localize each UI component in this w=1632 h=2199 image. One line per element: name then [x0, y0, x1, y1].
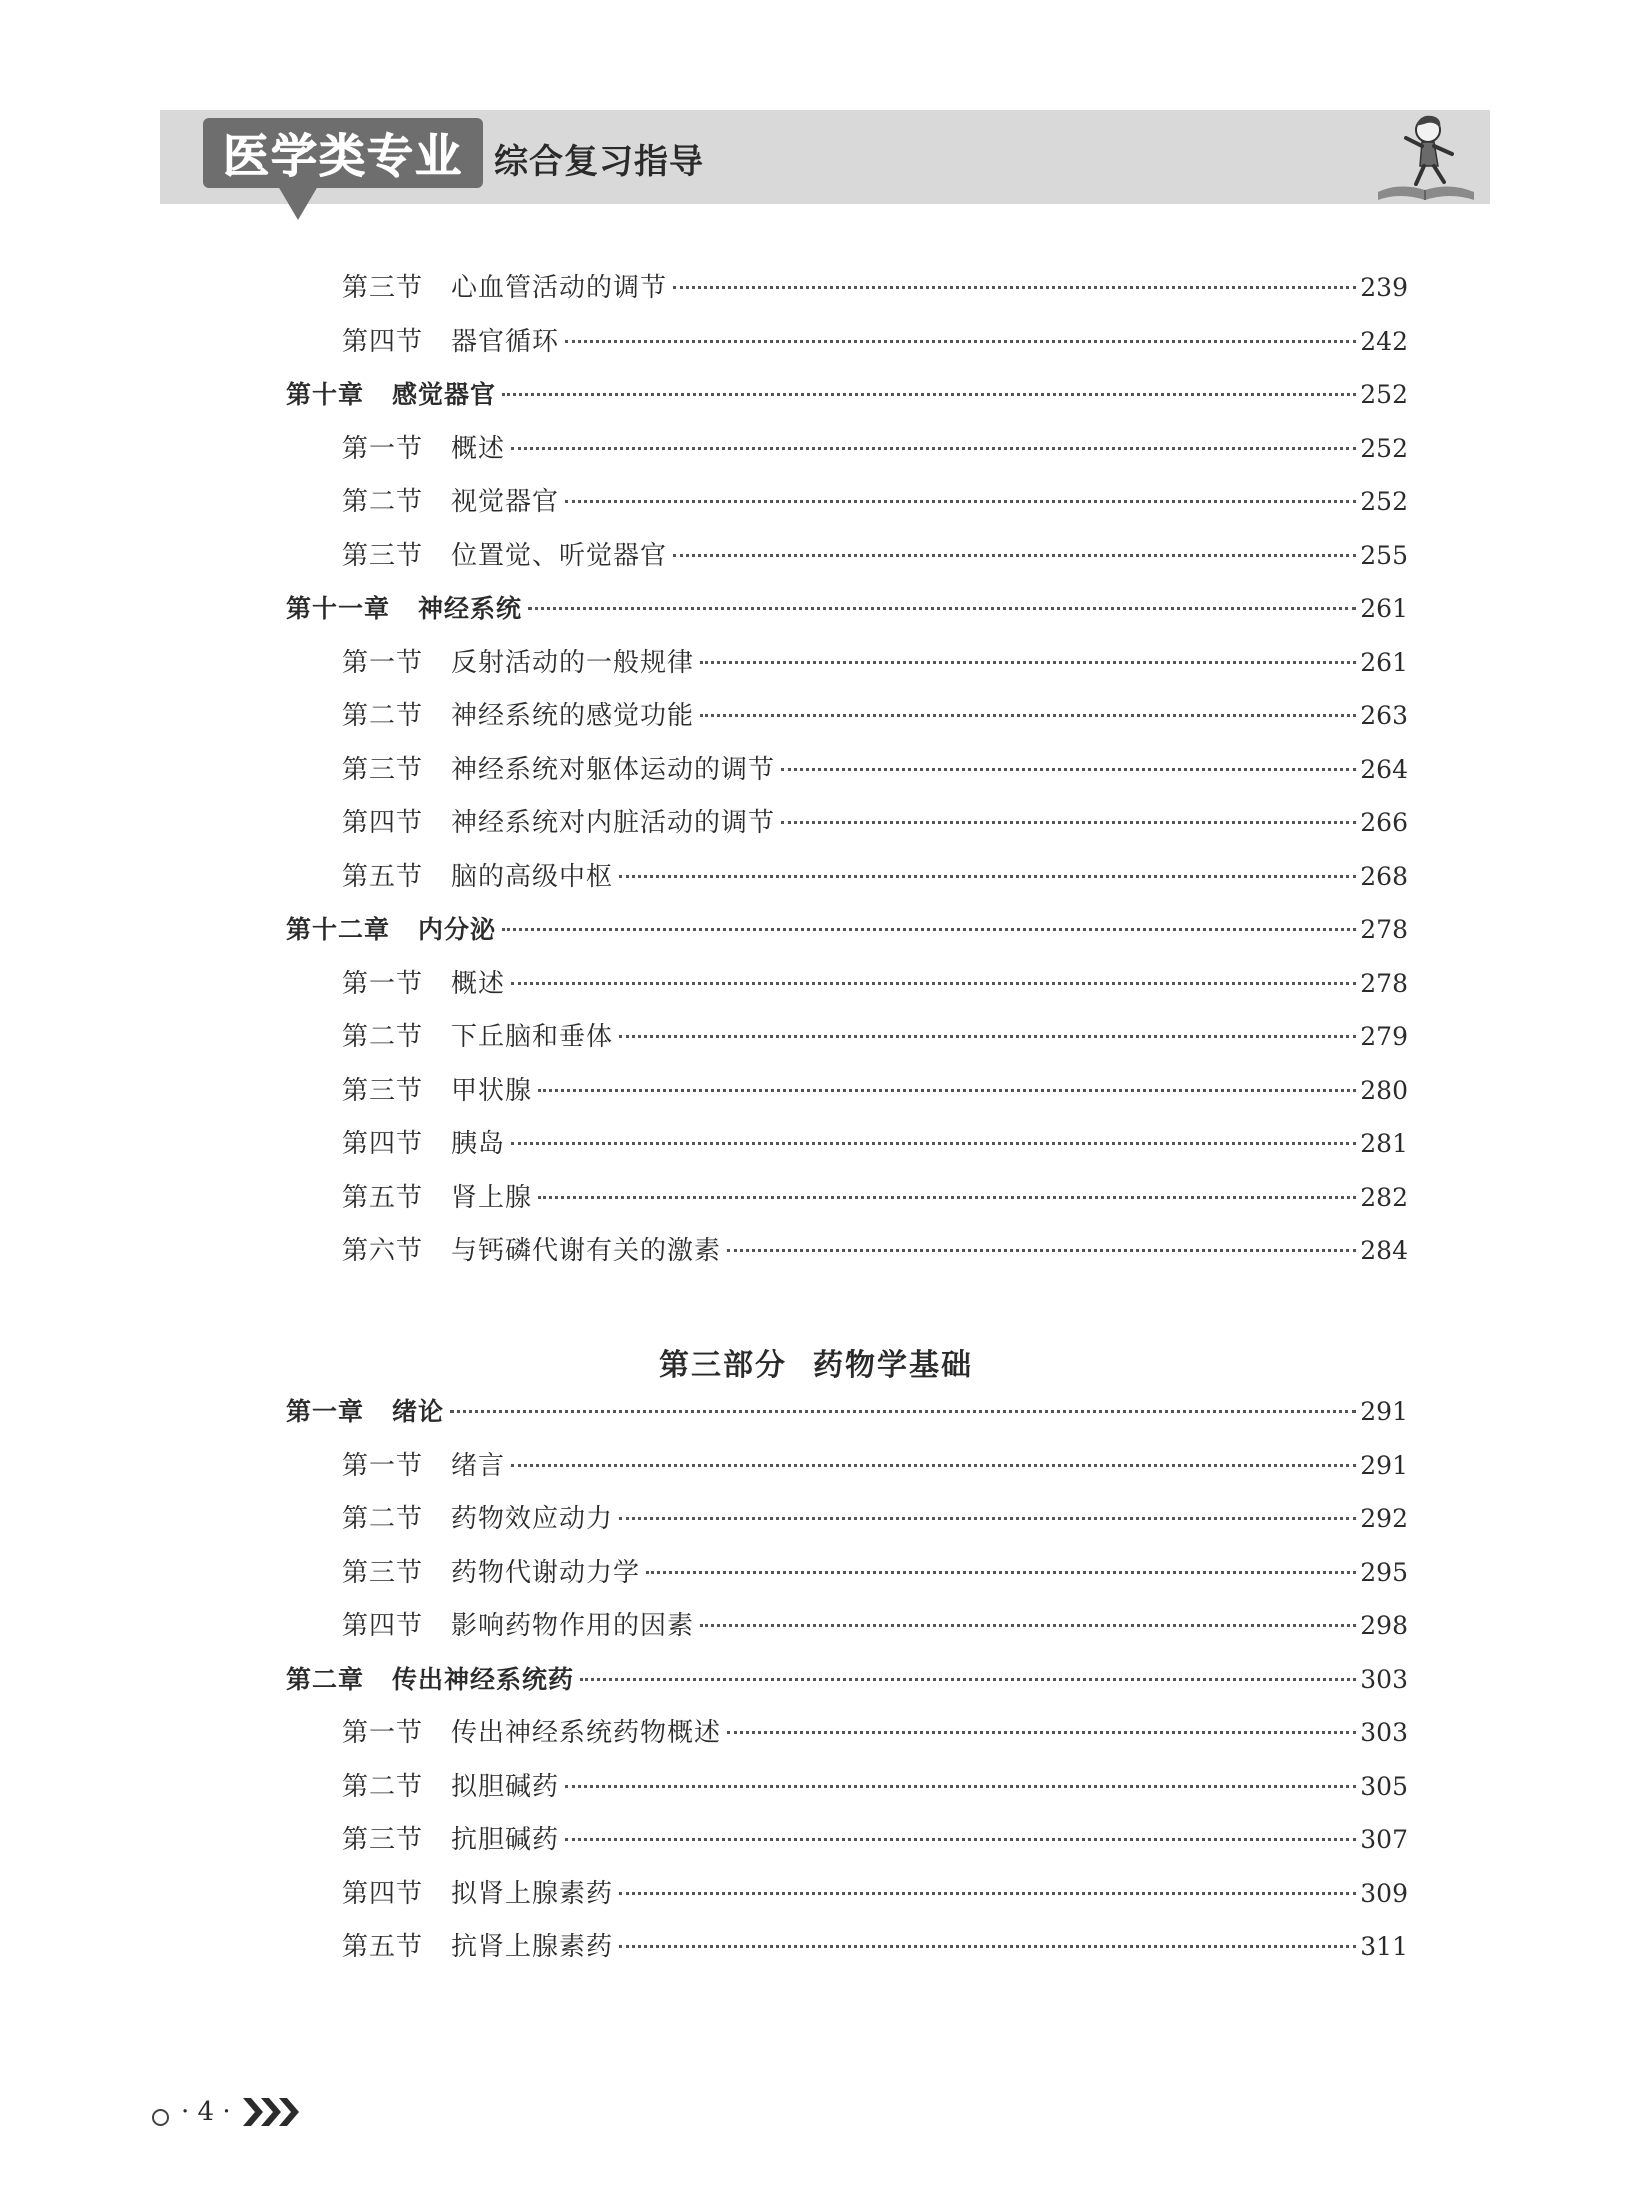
- toc-entry-page: 255: [1360, 540, 1408, 570]
- toc-entry-label: 第一章: [286, 1397, 365, 1426]
- toc-section-row: [342, 429, 1408, 469]
- toc-section-row: [342, 857, 1408, 897]
- toc-entry-title: 下丘脑和垂体: [451, 1022, 614, 1052]
- toc-section-row: [342, 1820, 1408, 1860]
- toc-entry-label: 第十一章: [286, 594, 391, 623]
- toc-entry-title: 反射活动的一般规律: [451, 647, 695, 678]
- toc-entry-label: 第一节: [342, 647, 424, 678]
- toc-entry-title: 影响药物作用的因素: [451, 1611, 695, 1641]
- triple-chevron-right-icon: [241, 2095, 305, 2129]
- brand-pointer: [278, 186, 318, 220]
- toc-section-row: [342, 1231, 1408, 1271]
- toc-entry-label: 第四节: [342, 808, 424, 838]
- toc-entry-title: 拟肾上腺素药: [451, 1878, 614, 1909]
- toc-entry-label: 第五节: [342, 1932, 424, 1962]
- part-heading-label: 第三部分: [659, 1348, 787, 1383]
- toc-entry-title: 绪言: [451, 1450, 506, 1481]
- toc-chapter-row: [286, 1392, 1408, 1432]
- toc-entry-title: 胰岛: [451, 1129, 506, 1159]
- circle-icon: [152, 2109, 169, 2126]
- toc-leader-dots: [565, 1775, 1356, 1788]
- toc-leader-dots: [619, 865, 1356, 878]
- toc-entry-page: 311: [1360, 1932, 1408, 1961]
- toc-leader-dots: [619, 1935, 1356, 1948]
- toc-entry-label: 第一节: [342, 968, 424, 999]
- part-heading-title: 药物学基础: [813, 1348, 973, 1383]
- toc-entry-label: 第一节: [342, 1718, 424, 1748]
- toc-entry-page: 239: [1360, 273, 1408, 302]
- toc-leader-dots: [565, 1828, 1356, 1841]
- toc-entry-label: 第四节: [342, 1878, 424, 1909]
- toc-leader-dots: [565, 330, 1356, 343]
- page-number: · 4 ·: [181, 2097, 231, 2127]
- toc-section-row: [342, 750, 1408, 790]
- toc-entry-title: 甲状腺: [451, 1075, 533, 1106]
- toc-entry-page: 298: [1360, 1611, 1408, 1640]
- toc-entry-label: 第三节: [342, 754, 424, 785]
- toc-entry-title: 神经系统的感觉功能: [451, 701, 695, 731]
- toc-entry-label: 第二节: [342, 1022, 424, 1052]
- toc-leader-dots: [538, 1186, 1356, 1199]
- toc-entry-title: 拟胆碱药: [451, 1771, 560, 1802]
- toc-entry-page: 278: [1360, 915, 1408, 944]
- toc-leader-dots: [673, 544, 1356, 557]
- toc-entry-page: 284: [1360, 1236, 1408, 1265]
- toc-entry-title: 神经系统对躯体运动的调节: [451, 754, 776, 785]
- toc-entry-label: 第十二章: [286, 915, 391, 944]
- toc-entry-page: 295: [1360, 1557, 1408, 1587]
- toc-entry-label: 第三节: [342, 273, 424, 303]
- toc-entry-page: 303: [1360, 1664, 1408, 1694]
- toc-leader-dots: [619, 1025, 1356, 1038]
- toc-section-row: [342, 1178, 1408, 1218]
- toc-chapter-row: [286, 375, 1408, 415]
- toc-section-row: [342, 1713, 1408, 1753]
- toc-entry-title: 脑的高级中枢: [451, 861, 614, 892]
- toc-section-row: [342, 1499, 1408, 1539]
- toc-entry-label: 第二节: [342, 701, 424, 731]
- toc-leader-dots: [781, 811, 1356, 824]
- toc-entry-title: 视觉器官: [451, 487, 560, 517]
- toc-entry-title: 位置觉、听觉器官: [451, 540, 668, 571]
- toc-entry-title: 神经系统: [418, 594, 523, 623]
- toc-leader-dots: [700, 704, 1356, 717]
- toc-entry-page: 291: [1360, 1450, 1408, 1480]
- toc-section-row: [342, 1071, 1408, 1111]
- toc-entry-page: 261: [1360, 647, 1408, 677]
- toc-section-row: [342, 964, 1408, 1004]
- toc-section-row: [342, 1874, 1408, 1914]
- toc-entry-title: 概述: [451, 968, 506, 999]
- header-subtitle: 综合复习指导: [494, 142, 704, 182]
- toc-leader-dots: [565, 490, 1356, 503]
- toc-entry-label: 第二节: [342, 1771, 424, 1802]
- toc-entry-title: 肾上腺: [451, 1182, 533, 1213]
- toc-entry-title: 抗肾上腺素药: [451, 1932, 614, 1962]
- toc-section-row: [342, 803, 1408, 843]
- toc-section-row: [342, 1017, 1408, 1057]
- toc-entry-title: 概述: [451, 433, 506, 464]
- toc-entry-page: 242: [1360, 326, 1408, 356]
- toc-entry-label: 第一节: [342, 433, 424, 464]
- toc-entry-title: 传出神经系统药: [392, 1664, 575, 1694]
- toc-section-row: [342, 643, 1408, 683]
- toc-entry-title: 心血管活动的调节: [451, 273, 668, 303]
- toc-chapter-row: [286, 1660, 1408, 1700]
- toc-entry-page: 252: [1360, 487, 1408, 516]
- toc-entry-page: 305: [1360, 1771, 1408, 1801]
- toc-entry-label: 第三节: [342, 1825, 424, 1855]
- toc-entry-label: 第五节: [342, 861, 424, 892]
- toc-leader-dots: [502, 383, 1356, 396]
- toc-entry-page: 266: [1360, 808, 1408, 837]
- toc-leader-dots: [502, 918, 1356, 931]
- page-footer: [152, 2092, 305, 2132]
- toc-entry-title: 传出神经系统药物概述: [451, 1718, 722, 1748]
- toc-entry-page: 309: [1360, 1878, 1408, 1908]
- toc-entry-page: 261: [1360, 594, 1408, 623]
- toc-entry-title: 器官循环: [451, 326, 560, 357]
- toc-section-row: [342, 268, 1408, 308]
- toc-entry-page: 303: [1360, 1718, 1408, 1747]
- toc-entry-label: 第四节: [342, 1611, 424, 1641]
- toc-section-row: [342, 536, 1408, 576]
- toc-entry-label: 第四节: [342, 1129, 424, 1159]
- toc-leader-dots: [619, 1507, 1356, 1520]
- toc-leader-dots: [727, 1721, 1356, 1734]
- toc-entry-label: 第二章: [286, 1664, 365, 1694]
- toc-entry-page: 268: [1360, 861, 1408, 891]
- toc-leader-dots: [619, 1882, 1356, 1895]
- toc-entry-title: 与钙磷代谢有关的激素: [451, 1236, 722, 1266]
- toc-section-row: [342, 1124, 1408, 1164]
- toc-section-row: [342, 1927, 1408, 1967]
- toc-section-row: [342, 696, 1408, 736]
- toc-leader-dots: [511, 437, 1356, 450]
- toc-leader-dots: [700, 1614, 1356, 1627]
- toc-leader-dots: [538, 1079, 1356, 1092]
- toc-entry-title: 药物代谢动力学: [451, 1557, 641, 1588]
- toc-leader-dots: [700, 651, 1356, 664]
- toc-entry-label: 第三节: [342, 1557, 424, 1588]
- toc-entry-page: 252: [1360, 380, 1408, 409]
- brand-badge: [203, 118, 483, 188]
- toc-leader-dots: [511, 1132, 1356, 1145]
- toc-entry-page: 282: [1360, 1182, 1408, 1212]
- toc-leader-dots: [580, 1668, 1356, 1681]
- toc-entry-title: 内分泌: [418, 915, 497, 944]
- toc-entry-label: 第五节: [342, 1182, 424, 1213]
- part-heading: [0, 1340, 1632, 1384]
- toc-leader-dots: [781, 758, 1356, 771]
- toc-section-row: [342, 322, 1408, 362]
- toc-entry-page: 278: [1360, 968, 1408, 998]
- toc-entry-label: 第三节: [342, 540, 424, 571]
- toc-section-row: [342, 482, 1408, 522]
- toc-entry-label: 第二节: [342, 1504, 424, 1534]
- toc-section-row: [342, 1553, 1408, 1593]
- brand-title: 医学类专业: [223, 129, 463, 183]
- toc-entry-page: 263: [1360, 701, 1408, 730]
- toc-entry-page: 281: [1360, 1129, 1408, 1158]
- toc-leader-dots: [673, 276, 1356, 289]
- toc-entry-title: 抗胆碱药: [451, 1825, 560, 1855]
- toc-entry-label: 第十章: [286, 380, 365, 409]
- toc-entry-page: 280: [1360, 1075, 1408, 1105]
- toc-entry-page: 264: [1360, 754, 1408, 784]
- toc-leader-dots: [450, 1400, 1356, 1413]
- toc-entry-page: 291: [1360, 1397, 1408, 1426]
- toc-entry-title: 神经系统对内脏活动的调节: [451, 808, 776, 838]
- reading-child-mascot-icon: [1370, 108, 1480, 204]
- toc-entry-title: 药物效应动力: [451, 1504, 614, 1534]
- toc-entry-title: 感觉器官: [392, 380, 497, 409]
- toc-entry-page: 279: [1360, 1022, 1408, 1051]
- toc-section-row: [342, 1606, 1408, 1646]
- toc-leader-dots: [727, 1239, 1356, 1252]
- toc-leader-dots: [511, 972, 1356, 985]
- toc-entry-page: 292: [1360, 1504, 1408, 1533]
- toc-entry-page: 307: [1360, 1825, 1408, 1854]
- toc-section-row: [342, 1446, 1408, 1486]
- toc-entry-label: 第四节: [342, 326, 424, 357]
- toc-leader-dots: [511, 1454, 1356, 1467]
- toc-entry-title: 绪论: [392, 1397, 445, 1426]
- toc-leader-dots: [646, 1561, 1356, 1574]
- toc-entry-label: 第一节: [342, 1450, 424, 1481]
- toc-chapter-row: [286, 910, 1408, 950]
- toc-section-row: [342, 1767, 1408, 1807]
- toc-entry-label: 第二节: [342, 487, 424, 517]
- toc-entry-label: 第六节: [342, 1236, 424, 1266]
- toc-leader-dots: [528, 597, 1356, 610]
- toc-entry-page: 252: [1360, 433, 1408, 463]
- toc-entry-label: 第三节: [342, 1075, 424, 1106]
- toc-chapter-row: [286, 589, 1408, 629]
